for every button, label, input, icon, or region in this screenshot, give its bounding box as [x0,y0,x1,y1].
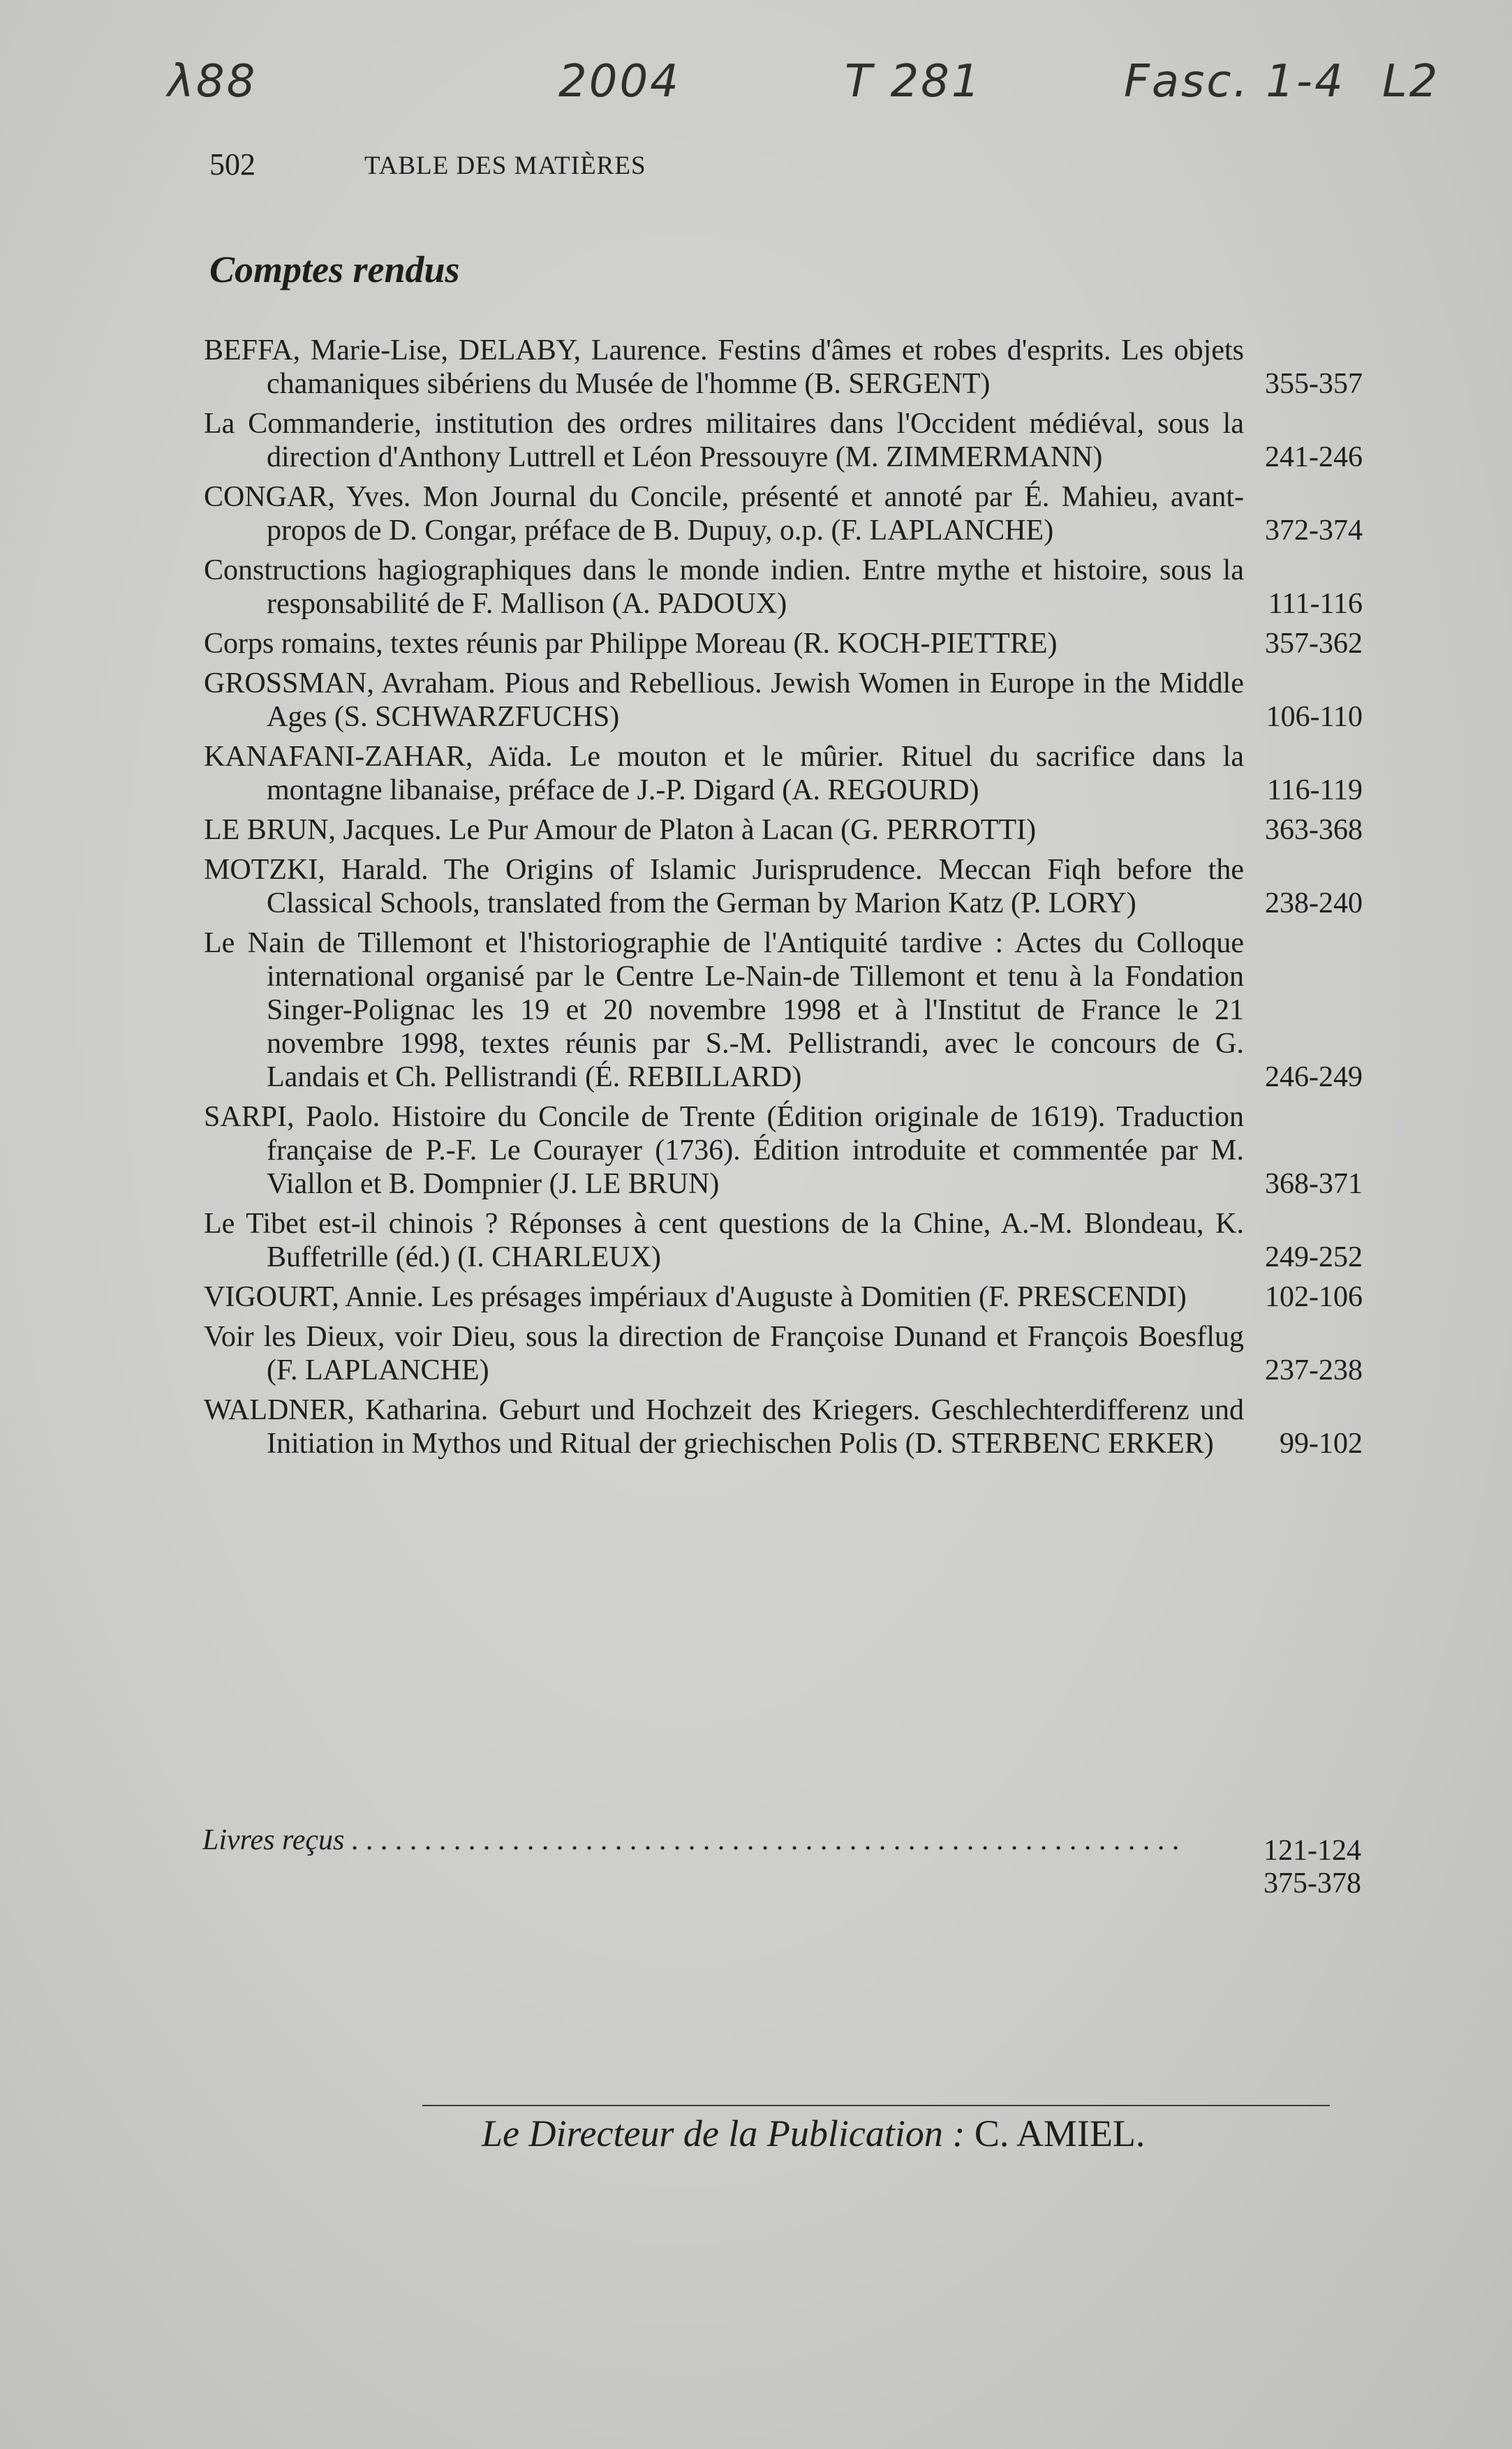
entry-text: Voir les Dieux, voir Dieu, sous la direction de Françoise Dunand et François Boesflug (F. LAPLANCHE) [204,1321,1244,1386]
entry-pages: 357-362 [1265,628,1363,660]
review-entry [204,740,1363,807]
livres-recus-pages-2: 375-378 [1263,1867,1361,1900]
page-title: TABLE DES MATIÈRES [364,151,646,180]
handwritten-annotation [168,42,1466,119]
entry-pages: 249-252 [1265,1241,1363,1273]
entry-pages: 102-106 [1265,1281,1363,1313]
review-list [204,334,1363,1467]
entry-text: GROSSMAN, Avraham. Pious and Rebellious. Jewish Women in Europe in the Middle Ages (S. SCHWARZFUCHS) [204,667,1244,733]
entry-pages: 355-357 [1265,368,1363,400]
entry-pages: 372-374 [1265,515,1363,547]
livres-recus-text: Livres reçus [202,1824,345,1856]
entry-text: LE BRUN, Jacques. Le Pur Amour de Platon à Lacan (G. PERROTTI) [204,814,1037,846]
entry-pages: 363-368 [1265,814,1363,846]
section-title: Comptes rendus [209,249,460,290]
entry-text: Le Nain de Tillemont et l'historiographie de l'Antiquité tardive : Actes du Colloque international organisé par le Centre Le-Nain-de Tillemont et tenu à la Fondation Singer-Polignac les 19 et 20 novembre 1998 et à l'Institut de France le 21 novembre 1998, textes réunis par S.-M. Pellistrandi, avec le concours de G. Landais et Ch. Pellistrandi (É. REBILLARD) [204,927,1244,1093]
review-entry [204,667,1363,734]
leader-dots [344,1824,1180,1856]
review-entry [204,1320,1363,1387]
entry-pages: 241-246 [1265,441,1363,473]
entry-pages: 238-240 [1265,887,1363,919]
review-entry [204,627,1363,660]
livres-recus-label [202,1823,1180,1857]
entry-text: Constructions hagiographiques dans le monde indien. Entre mythe et histoire, sous la responsabilité de F. Mallison (A. PADOUX) [204,554,1244,620]
entry-text: CONGAR, Yves. Mon Journal du Concile, présenté et annoté par É. Mahieu, avant-propos de D. Congar, préface de B. Dupuy, o.p. (F. LAPLANCHE) [204,481,1244,547]
handwriting-year: 2004 [558,56,681,108]
livres-recus-row [202,1823,1361,1900]
entry-pages: 237-238 [1265,1354,1363,1386]
entry-text: MOTZKI, Harald. The Origins of Islamic Jurisprudence. Meccan Fiqh before the Classical Schools, translated from the German by Marion Katz (P. LORY) [204,854,1244,919]
entry-text: La Commanderie, institution des ordres militaires dans l'Occident médiéval, sous la direction d'Anthony Luttrell et Léon Pressouyre (M. ZIMMERMANN) [204,408,1244,473]
entry-pages: 368-371 [1265,1168,1363,1200]
entry-text: SARPI, Paolo. Histoire du Concile de Trente (Édition originale de 1619). Traduction française de P.-F. Le Courayer (1736). Édition introduite et commentée par M. Viallon et B. Dompnier (J. LE BRUN) [204,1101,1244,1200]
handwriting-fascicle: Fasc. 1-4 [1124,56,1345,108]
review-entry [204,334,1363,401]
review-entry [204,554,1363,621]
director-label: Le Directeur de la Publication : [482,2113,965,2154]
entry-pages: 116-119 [1267,774,1363,806]
review-entry [204,813,1363,847]
livres-recus-pages-1: 121-124 [1263,1835,1361,1867]
handwriting-note: λ88 [168,56,258,108]
handwriting-code: L2 [1382,56,1440,108]
entry-pages: 246-249 [1265,1061,1363,1093]
director-name: C. AMIEL. [974,2113,1146,2154]
entry-text: KANAFANI-ZAHAR, Aïda. Le mouton et le mûrier. Rituel du sacrifice dans la montagne libanaise, préface de J.-P. Digard (A. REGOURD) [204,741,1244,806]
entry-text: Corps romains, textes réunis par Philippe Moreau (R. KOCH-PIETTRE) [204,628,1058,660]
entry-text: VIGOURT, Annie. Les présages impériaux d'Auguste à Domitien (F. PRESCENDI) [204,1281,1187,1313]
entry-text: WALDNER, Katharina. Geburt und Hochzeit des Kriegers. Geschlechterdifferenz und Initiation in Mythos und Ritual der griechischen Polis (D. STERBENC ERKER) [204,1394,1244,1460]
review-entry [204,1393,1363,1460]
entry-pages: 99-102 [1280,1428,1363,1460]
handwriting-volume: T 281 [845,56,982,108]
entry-text: Le Tibet est-il chinois ? Réponses à cent questions de la Chine, A.-M. Blondeau, K. Buffetrille (éd.) (I. CHARLEUX) [204,1208,1244,1273]
review-entry [204,480,1363,547]
running-header [209,147,1396,188]
publication-director [482,2112,1145,2155]
entry-pages: 111-116 [1268,588,1363,620]
entry-pages: 106-110 [1266,701,1363,733]
entry-text: BEFFA, Marie-Lise, DELABY, Laurence. Festins d'âmes et robes d'esprits. Les objets chamaniques sibériens du Musée de l'homme (B. SERGENT) [204,334,1244,400]
review-entry [204,407,1363,474]
review-entry [204,926,1363,1094]
review-entry [204,853,1363,920]
footer-rule [422,2105,1330,2106]
review-entry [204,1280,1363,1314]
review-entry [204,1207,1363,1274]
page-number: 502 [209,147,255,182]
review-entry [204,1100,1363,1201]
